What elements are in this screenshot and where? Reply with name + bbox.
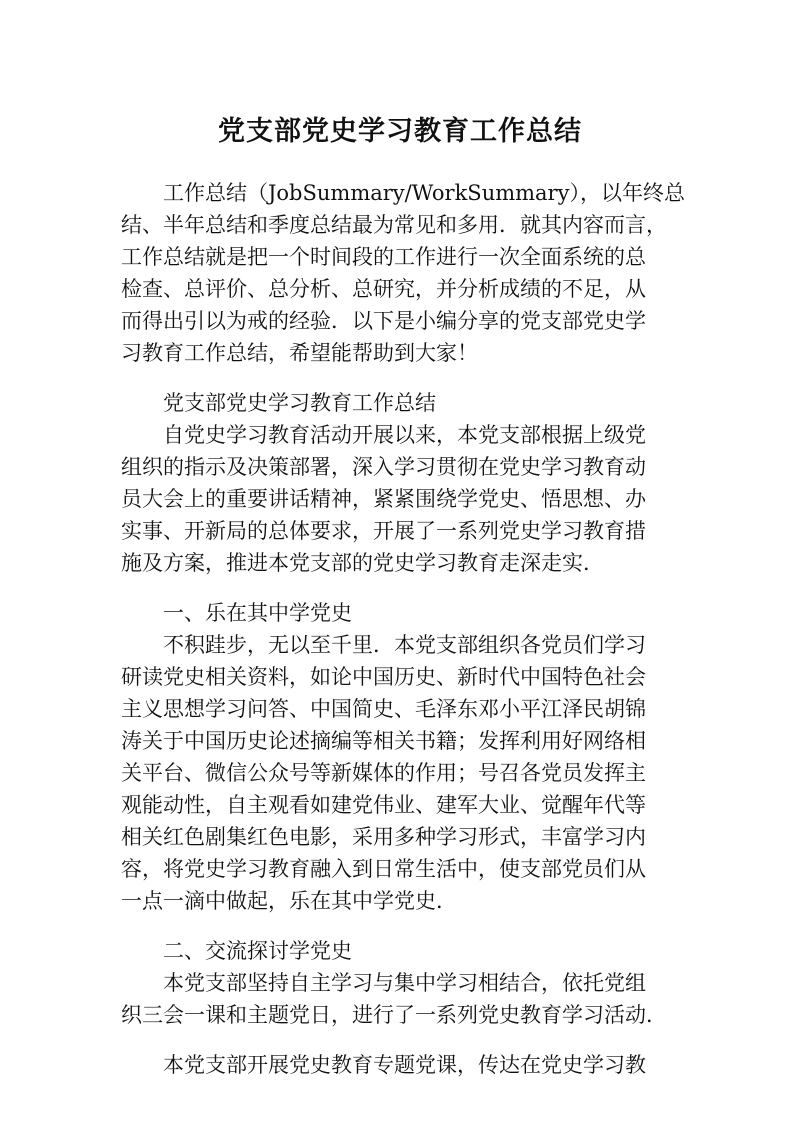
intro-line: 而得出引以为戒的经验．以下是小编分享的党支部党史学	[121, 309, 646, 333]
paragraph-line: 组织的指示及决策部署，深入学习贯彻在党史学习教育动	[121, 455, 646, 479]
document-title: 党支部党史学习教育工作总结	[218, 116, 582, 147]
section-subtitle: 党支部党史学习教育工作总结	[163, 391, 436, 415]
paragraph-line: 关平台、微信公众号等新媒体的作用；号召各党员发挥主	[121, 761, 646, 785]
paragraph-line: 本党支部开展党史教育专题党课，传达在党史学习教	[163, 1053, 646, 1077]
intro-line: 工作总结就是把一个时间段的工作进行一次全面系统的总	[121, 245, 646, 269]
paragraph-line: 实事、开新局的总体要求，开展了一系列党史学习教育措	[121, 519, 646, 543]
intro-line: 检查、总评价、总分析、总研究，并分析成绩的不足，从	[121, 277, 646, 301]
paragraph-line: 研读党史相关资料，如论中国历史、新时代中国特色社会	[121, 665, 646, 689]
section-heading: 二、交流探讨学党史	[163, 939, 352, 963]
paragraph-line: 涛关于中国历史论述摘编等相关书籍；发挥利用好网络相	[121, 729, 646, 753]
paragraph-line: 观能动性，自主观看如建党伟业、建军大业、觉醒年代等	[121, 793, 646, 817]
intro-line: 习教育工作总结，希望能帮助到大家！	[121, 341, 478, 365]
paragraph-line: 施及方案，推进本党支部的党史学习教育走深走实．	[121, 551, 604, 575]
paragraph-line: 主义思想学习问答、中国简史、毛泽东邓小平江泽民胡锦	[121, 697, 646, 721]
paragraph-line: 织三会一课和主题党日，进行了一系列党史教育学习活动．	[121, 1003, 667, 1027]
paragraph-line: 自党史学习教育活动开展以来，本党支部根据上级党	[163, 423, 646, 447]
paragraph-line: 不积跬步，无以至千里．本党支部组织各党员们学习	[163, 633, 646, 657]
intro-line: 结、半年总结和季度总结最为常见和多用．就其内容而言，	[121, 213, 667, 237]
paragraph-line: 一点一滴中做起，乐在其中学党史．	[121, 889, 457, 913]
intro-line: 工作总结（JobSummary/WorkSummary），以年终总	[163, 181, 685, 205]
paragraph-line: 员大会上的重要讲话精神，紧紧围绕学党史、悟思想、办	[121, 487, 646, 511]
paragraph-line: 本党支部坚持自主学习与集中学习相结合，依托党组	[163, 971, 646, 995]
paragraph-line: 容，将党史学习教育融入到日常生活中，使支部党员们从	[121, 857, 646, 881]
section-heading: 一、乐在其中学党史	[163, 601, 352, 625]
paragraph-line: 相关红色剧集红色电影，采用多种学习形式，丰富学习内	[121, 825, 646, 849]
